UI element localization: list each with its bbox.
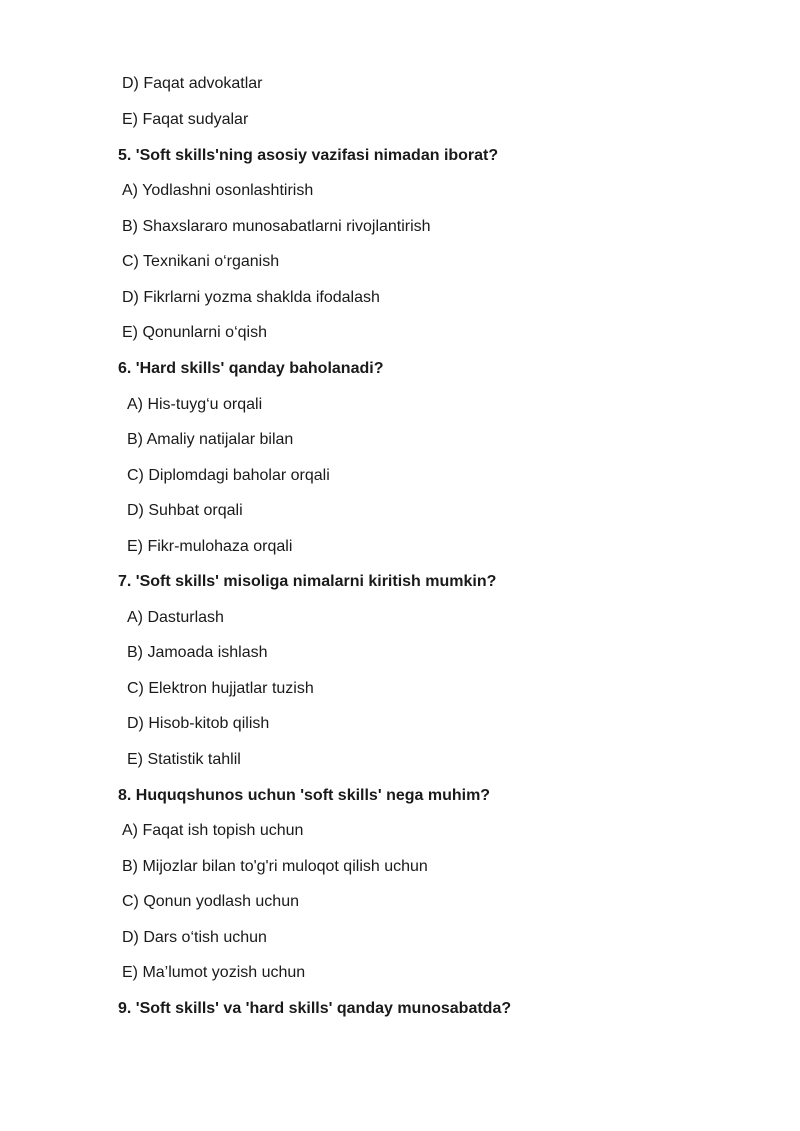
q5-option-a: A) Yodlashni osonlashtirish bbox=[122, 182, 314, 199]
question-8: 8. Huquqshunos uchun 'soft skills' nega muhim? bbox=[118, 787, 491, 804]
q7-option-b: B) Jamoada ishlash bbox=[127, 644, 268, 661]
q8-option-d: D) Dars o‘tish uchun bbox=[122, 929, 267, 946]
q7-option-d: D) Hisob-kitob qilish bbox=[127, 715, 270, 732]
q8-option-a: A) Faqat ish topish uchun bbox=[122, 822, 304, 839]
q4-option-d: D) Faqat advokatlar bbox=[122, 75, 263, 92]
question-9: 9. 'Soft skills' va 'hard skills' qanday munosabatda? bbox=[118, 1000, 512, 1017]
q4-option-e: E) Faqat sudyalar bbox=[122, 111, 249, 128]
q5-option-d: D) Fikrlarni yozma shaklda ifodalash bbox=[122, 289, 380, 306]
q6-option-c: C) Diplomdagi baholar orqali bbox=[127, 467, 330, 484]
question-5: 5. 'Soft skills'ning asosiy vazifasi nimadan iborat? bbox=[118, 147, 499, 164]
q5-option-c: C) Texnikani o‘rganish bbox=[122, 253, 280, 270]
q5-option-e: E) Qonunlarni o‘qish bbox=[122, 324, 267, 341]
question-7: 7. 'Soft skills' misoliga nimalarni kiritish mumkin? bbox=[118, 573, 497, 590]
q6-option-e: E) Fikr-mulohaza orqali bbox=[127, 538, 293, 555]
q7-option-c: C) Elektron hujjatlar tuzish bbox=[127, 680, 314, 697]
q6-option-b: B) Amaliy natijalar bilan bbox=[127, 431, 294, 448]
q8-option-e: E) Ma’lumot yozish uchun bbox=[122, 964, 306, 981]
q8-option-b: B) Mijozlar bilan to'g'ri muloqot qilish uchun bbox=[122, 858, 428, 875]
q7-option-a: A) Dasturlash bbox=[127, 609, 224, 626]
q6-option-d: D) Suhbat orqali bbox=[127, 502, 243, 519]
question-6: 6. 'Hard skills' qanday baholanadi? bbox=[118, 360, 384, 377]
q8-option-c: C) Qonun yodlash uchun bbox=[122, 893, 299, 910]
q5-option-b: B) Shaxslararo munosabatlarni rivojlantirish bbox=[122, 218, 431, 235]
q7-option-e: E) Statistik tahlil bbox=[127, 751, 241, 768]
q6-option-a: A) His-tuyg‘u orqali bbox=[127, 396, 263, 413]
